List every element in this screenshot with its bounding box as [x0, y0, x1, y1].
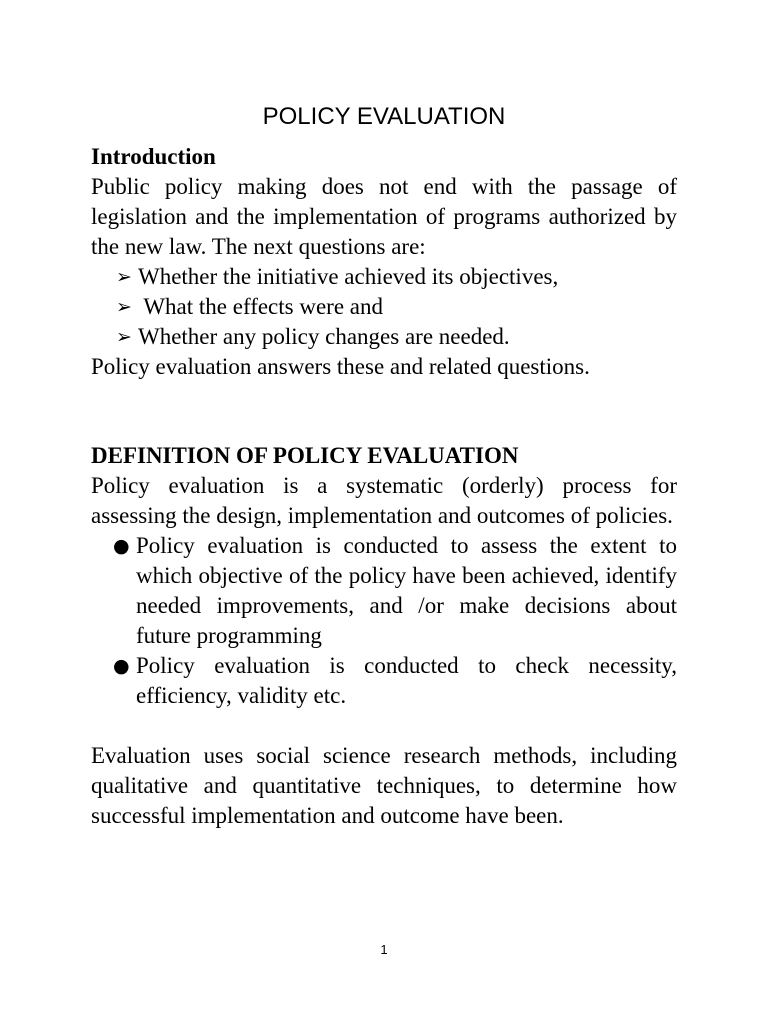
methods-paragraph: Evaluation uses social science research methods, including qualitative and quantitative techniques, to determine how successful implementation and outcome have been.: [91, 743, 677, 828]
document-title: POLICY EVALUATION: [262, 103, 506, 130]
introduction-closing: Policy evaluation answers these and related questions.: [91, 354, 590, 379]
list-item: [113, 531, 677, 651]
bullet-dot-icon: ●: [113, 535, 130, 557]
bullet-text: Policy evaluation is conducted to assess the extent to which objective of the policy have been achieved, identify needed improvements, and /or make decisions about future programming: [136, 533, 677, 648]
page-number: 1: [380, 942, 388, 957]
arrow-bullet-icon: ➢: [116, 266, 132, 288]
arrow-bullet-icon: ➢: [116, 326, 132, 348]
bullet-text: Policy evaluation is conducted to check necessity, efficiency, validity etc.: [136, 653, 677, 708]
definition-heading: DEFINITION OF POLICY EVALUATION: [91, 443, 519, 468]
definition-bullets: [91, 531, 677, 711]
introduction-heading: Introduction: [91, 144, 216, 169]
question-text: Whether the initiative achieved its objectives,: [138, 264, 559, 289]
introduction-paragraph: Public policy making does not end with the passage of legislation and the implementation of programs authorized by the new law. The next questions are:: [91, 174, 677, 259]
section-spacer: [91, 711, 677, 741]
questions-list: [91, 262, 677, 352]
list-item: [116, 292, 677, 322]
list-item: [116, 322, 677, 352]
definition-paragraph: Policy evaluation is a systematic (orderly) process for assessing the design, implementation and outcomes of policies.: [91, 473, 677, 528]
question-text: What the effects were and: [138, 294, 384, 319]
bullet-dot-icon: ●: [113, 655, 130, 677]
document-body: [91, 142, 677, 831]
section-spacer: [91, 382, 677, 441]
question-text: Whether any policy changes are needed.: [138, 324, 510, 349]
list-item: [116, 262, 677, 292]
list-item: [113, 651, 677, 711]
arrow-bullet-icon: ➢: [116, 296, 132, 318]
